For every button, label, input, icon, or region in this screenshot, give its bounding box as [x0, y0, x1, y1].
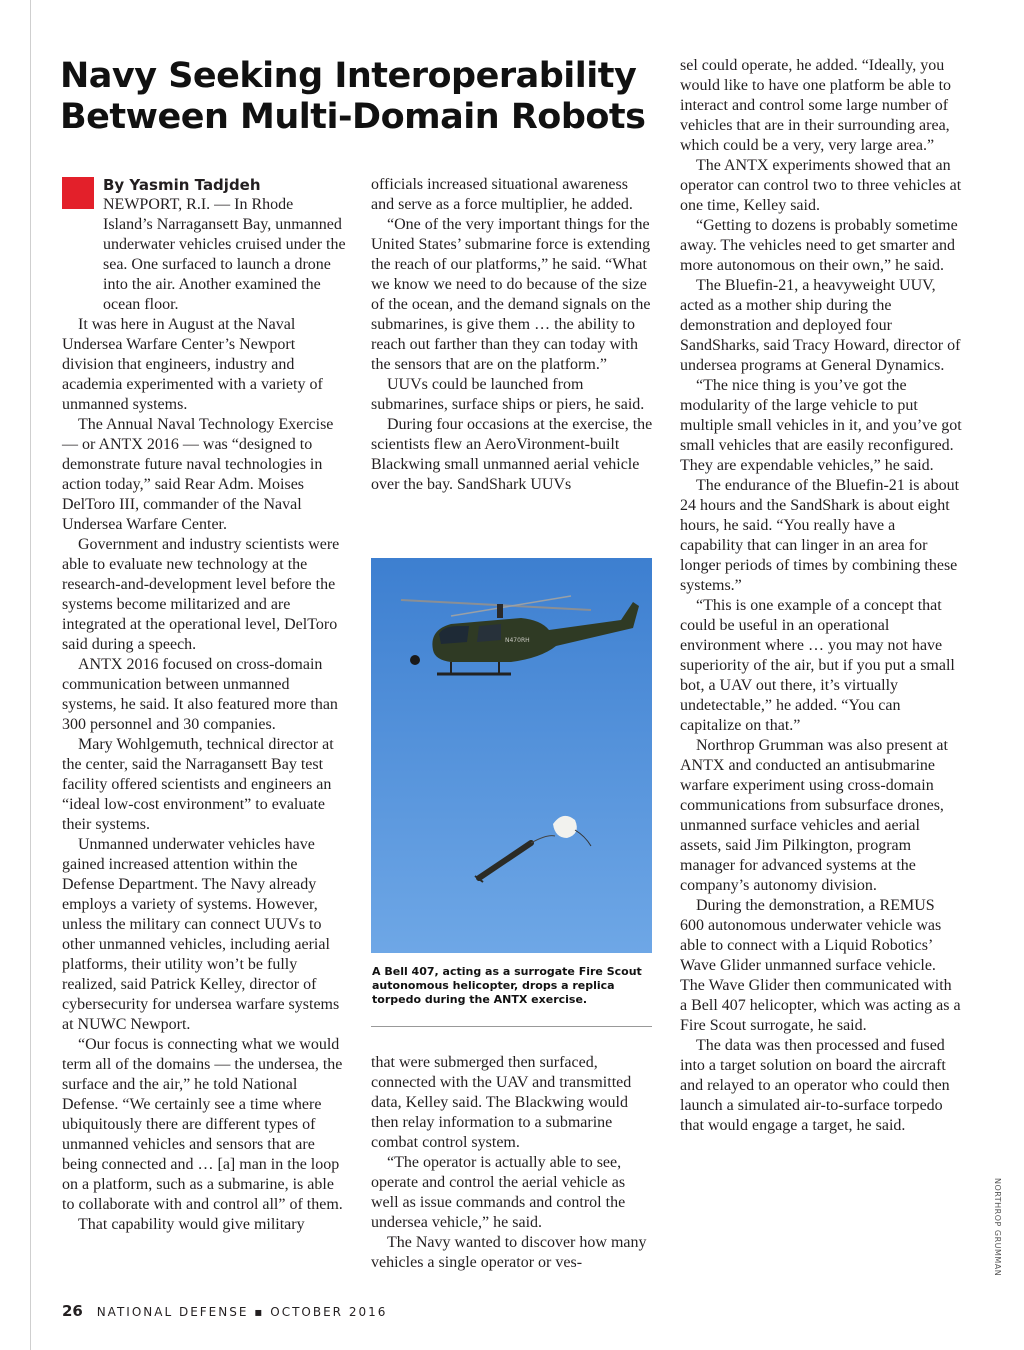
paragraph-22: During the demonstration, a REMUS 600 autonomous underwater vehicle was able to connect with a Liquid Robotics’ Wave Glider unmanned surface vehicle. The Wave Glider then communicated with a Bell 407 helicopter, which was acting as a Fire Scout surrogate, he said.: [680, 897, 961, 1034]
byline: By Yasmin Tadjdeh: [103, 176, 261, 194]
article-headline: Navy Seeking Interoperability Between Multi-Domain Robots: [60, 56, 646, 137]
paragraph-11: UUVs could be launched from submarines, surface ships or piers, he said.: [371, 376, 645, 413]
sky-background: [371, 558, 652, 953]
paragraph-7: Unmanned underwater vehicles have gained increased attention within the Defense Department. The Navy already employs a variety of systems. However, unless the military can connect UUVs to other unmanned vehicles, including aerial platforms, their utility won’t be fully realized, said Patrick Kelley, director of cybersecurity for undersea warfare systems at NUWC Newport.: [62, 836, 340, 1033]
paragraph-16: “Getting to dozens is probably sometime away. The vehicles need to get smarter and more autonomous on their own,” he said.: [680, 217, 958, 274]
paragraph-12-end: that were submerged then surfaced, connected with the UAV and transmitted data, Kelley said. The Blackwing would then relay information to a submarine combat control system.: [371, 1054, 632, 1151]
paragraph-20: “This is one example of a concept that could be useful in an operational environment where … you may not have superiority of the air, but if you put a small bot, a UAV out there, it’s virtually undetectable,” he added. “You can capitalize on that.”: [680, 597, 955, 734]
column-1: [62, 175, 347, 1235]
paragraph-1: NEWPORT, R.I. — In Rhode Island’s Narragansett Bay, unmanned underwater vehicles cruised under the sea. One surfaced to launch a drone into the air. Another examined the ocean floor.: [103, 196, 346, 313]
photo-caption: A Bell 407, acting as a surrogate Fire Scout autonomous helicopter, drops a replica torpedo during the ANTX exercise.: [372, 965, 642, 1006]
paragraph-9-start: That capability would give military: [78, 1216, 305, 1233]
paragraph-13: “The operator is actually able to see, operate and control the aerial vehicle as well as issue commands and control the undersea vehicle,” he said.: [371, 1154, 626, 1231]
paragraph-19: The endurance of the Bluefin-21 is about 24 hours and the SandShark is about eight hours, he said. “You really have a capability that can linger in an area for longer periods of times by combining these systems.”: [680, 477, 960, 594]
paragraph-4: Government and industry scientists were able to evaluate new technology at the research-and-development level before the systems become militarized and are integrated at the operational level, DelToro said during a speech.: [62, 536, 340, 653]
paragraph-10: “One of the very important things for the United States’ submarine force is extending the reach of our platforms,” he said. “What we know we need to do because of the size of the ocean, and the demand signals on the submarines, is give them … the ability to reach out farther than they can today with the sensors that are on the platform.”: [371, 216, 651, 373]
paragraph-2: It was here in August at the Naval Undersea Warfare Center’s Newport division that engineers, industry and academia experimented with a variety of unmanned systems.: [62, 316, 323, 413]
footer-separator: ▪: [254, 1305, 265, 1319]
page-number: 26: [62, 1302, 83, 1320]
issue-date: OCTOBER 2016: [270, 1305, 388, 1319]
paragraph-3: The Annual Naval Technology Exercise — or ANTX 2016 — was “designed to demonstrate future naval technologies in action today,” said Rear Adm. Moises DelToro III, commander of the Naval Undersea Warfare Center.: [62, 416, 334, 533]
paragraph-18: “The nice thing is you’ve got the modularity of the large vehicle to put multiple small vehicles in it, and you’ve got small vehicles that are easily reconfigured. They are expendable vehicles,” he said.: [680, 377, 962, 474]
paragraph-5: ANTX 2016 focused on cross-domain communication between unmanned systems, he said. It also featured more than 300 personnel and 30 companies.: [62, 656, 338, 733]
paragraph-23: The data was then processed and fused into a target solution on board the aircraft and relayed to an operator who could then launch a simulated air-to-surface torpedo that would engage a target, he said.: [680, 1037, 950, 1134]
column-2-lower: [371, 1053, 653, 1273]
column-3: [680, 56, 962, 1136]
byline-row: [103, 175, 347, 315]
page-margin-rule: [30, 0, 31, 1350]
helicopter-photo-art: [371, 558, 652, 953]
paragraph-8: “Our focus is connecting what we would term all of the domains — the undersea, the surface and the air,” he told National Defense. “We certainly see a time where ubiquitously there are different types of unmanned vehicles and sensors that are being connected and … [a] man in the loop on a platform, such as a submarine, is able to collaborate with and control all” of them.: [62, 1036, 343, 1213]
paragraph-15: The ANTX experiments showed that an operator can control two to three vehicles at one time, Kelley said.: [680, 157, 962, 214]
photo-credit: NORTHROP GRUMMAN: [993, 1178, 1002, 1277]
caption-divider: [371, 1026, 652, 1027]
column-2: [371, 175, 653, 495]
helicopter-photo: [371, 558, 652, 953]
paragraph-12-start: During four occasions at the exercise, the scientists flew an AeroVironment-built Blackwing small unmanned aerial vehicle over the bay. SandShark UUVs: [371, 416, 653, 493]
paragraph-17: The Bluefin-21, a heavyweight UUV, acted as a mother ship during the demonstration and deployed four SandSharks, said Tracy Howard, director of undersea programs at General Dynamics.: [680, 277, 961, 374]
publication-name: NATIONAL DEFENSE: [96, 1305, 249, 1319]
paragraph-14-end: sel could operate, he added. “Ideally, you would like to have one platform be able to interact and control some large number of vehicles that are in their surrounding area, which could be a very, very large area.”: [680, 57, 952, 154]
paragraph-14-start: The Navy wanted to discover how many vehicles a single operator or ves-: [371, 1234, 647, 1271]
paragraph-21: Northrop Grumman was also present at ANTX and conducted an antisubmarine warfare experiment using cross-domain communications from subsurface drones, unmanned surface vehicles and aerial assets, said Jim Pilkington, program manager for advanced systems at the company’s autonomy division.: [680, 737, 948, 894]
section-marker: [62, 177, 94, 209]
paragraph-9-end: officials increased situational awareness and serve as a force multiplier, he added.: [371, 176, 633, 213]
tail-number: N470RH: [505, 637, 530, 644]
paragraph-6: Mary Wohlgemuth, technical director at the center, said the Narragansett Bay test facility offered scientists and engineers an “ideal low-cost environment” to evaluate their systems.: [62, 736, 334, 833]
page-footer: [62, 1302, 462, 1320]
